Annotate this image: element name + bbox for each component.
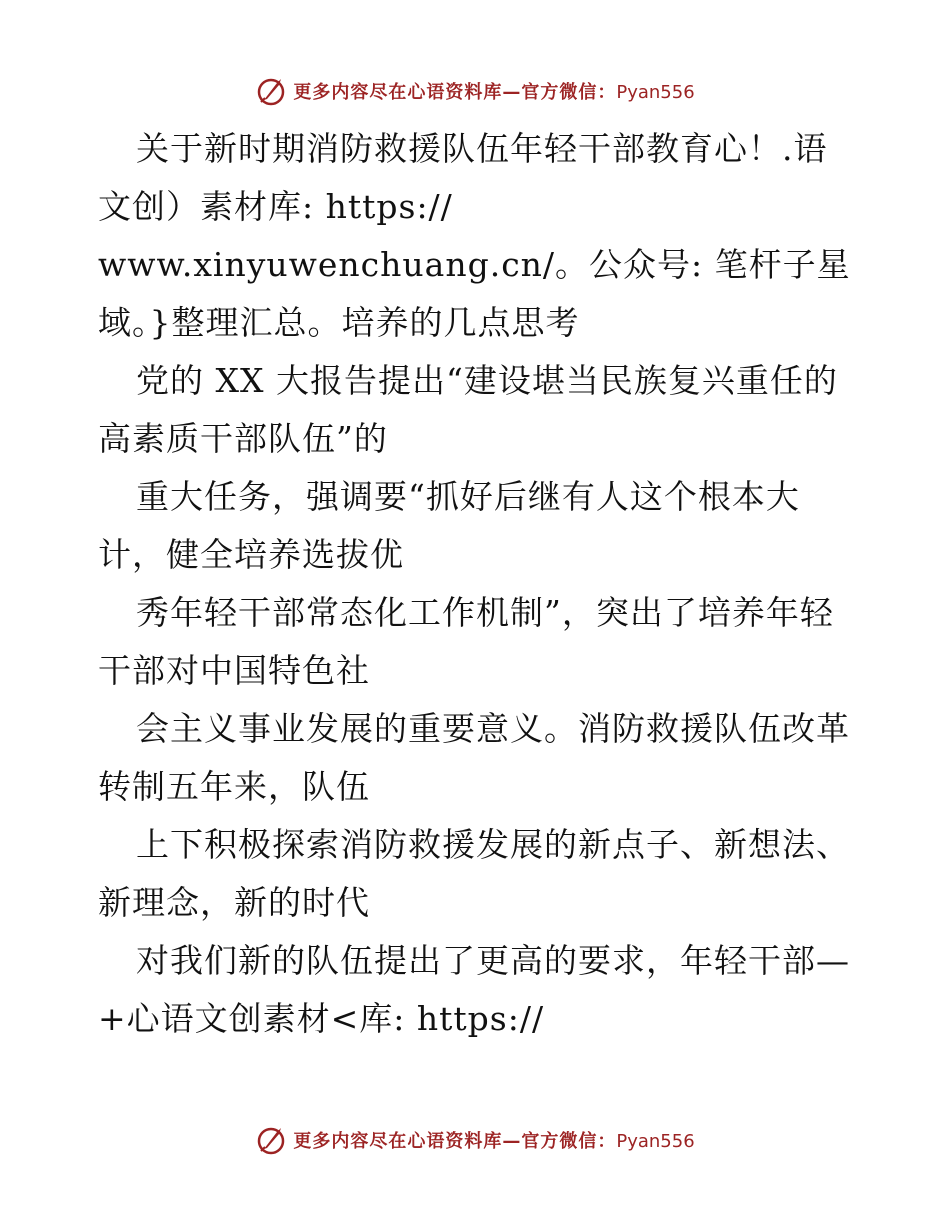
text-line: 上下积极探索消防救援发展的新点子、新想法、 [136, 825, 850, 864]
text-line: 高素质干部队伍”的 [98, 419, 388, 458]
text-line: 域。}整理汇总。培养的几点思考 [98, 303, 580, 342]
text-line: www.xinyuwenchuang.cn/。公众号: 笔杆子星 [98, 245, 851, 284]
text-line: +心语文创素材<库: https:// [98, 999, 545, 1038]
text-line: 转制五年来，队伍 [98, 767, 370, 806]
footer-banner [0, 1120, 950, 1160]
document-body [98, 120, 858, 1048]
quill-pen-logo-icon [255, 1124, 287, 1156]
text-line: 关于新时期消防救援队伍年轻干部教育心！.语 [136, 129, 828, 168]
wechat-handle: Pyan556 [616, 1131, 695, 1152]
text-line: 新理念，新的时代 [98, 883, 370, 922]
quill-pen-logo-icon [255, 75, 287, 107]
wechat-handle: Pyan556 [616, 82, 695, 103]
text-line: 秀年轻干部常态化工作机制”，突出了培养年轻 [136, 593, 834, 632]
header-banner [0, 71, 950, 111]
banner-text: 更多内容尽在心语资料库—官方微信：Pyan556 [293, 1131, 695, 1152]
banner-text: 更多内容尽在心语资料库—官方微信：Pyan556 [293, 82, 695, 103]
text-line: 对我们新的队伍提出了更高的要求，年轻干部— [136, 941, 850, 980]
text-line: 文创）素材库: https:// [98, 187, 453, 226]
text-line: 计，健全培养选拔优 [98, 535, 404, 574]
text-line: 会主义事业发展的重要意义。消防救援队伍改革 [136, 709, 850, 748]
text-line: 干部对中国特色社 [98, 651, 370, 690]
text-line: 党的 XX 大报告提出“建设堪当民族复兴重任的 [136, 361, 838, 400]
text-line: 重大任务，强调要“抓好后继有人这个根本大 [136, 477, 800, 516]
